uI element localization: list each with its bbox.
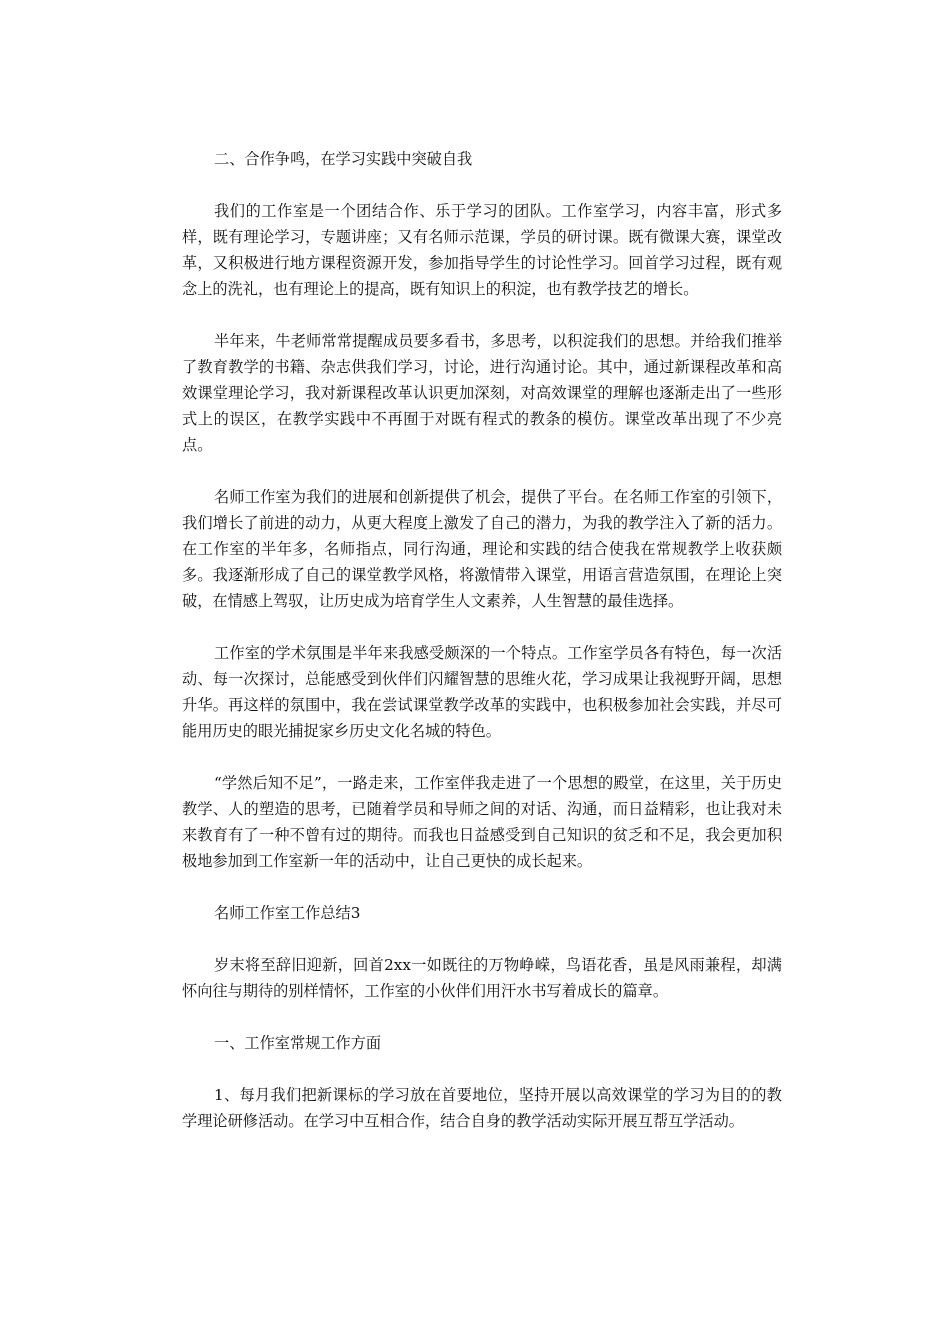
- document-title: 名师工作室工作总结3: [214, 904, 361, 922]
- paragraph: 岁末将至辞旧迎新，回首2xx一如既往的万物峥嵘，鸟语花香，虽是风雨兼程，却满怀向往与期待的别样情怀，工作室的小伙伴们用汗水书写着成长的篇章。: [182, 956, 782, 1000]
- paragraph-gap: [182, 744, 782, 770]
- paragraph-gap: [182, 302, 782, 328]
- paragraph: 1、每月我们把新课标的学习放在首要地位，坚持开展以高效课堂的学习为目的的教学理论研修活动。在学习中互相合作，结合自身的教学活动实际开展互帮互学活动。: [182, 1086, 782, 1130]
- paragraph: 工作室的学术氛围是半年来我感受颇深的一个特点。工作室学员各有特色，每一次活动、每一次探讨，总能感受到伙伴们闪耀智慧的思维火花，学习成果让我视野开阔，思想升华。再这样的氛围中，我在尝试课堂教学改革的实践中，也积极参加社会实践，并尽可能用历史的眼光捕捉家乡历史文化名城的特色。: [182, 644, 782, 740]
- paragraph-gap: [182, 926, 782, 952]
- paragraph: 半年来，牛老师常常提醒成员要多看书，多思考，以积淀我们的思想。并给我们推举了教育教学的书籍、杂志供我们学习，讨论，进行沟通讨论。其中，通过新课程改革和高效课堂理论学习，我对新课程改革认识更加深刻，对高效课堂的理解也逐渐走出了一些形式上的误区，在教学实践中不再囿于对既有程式的教条的模仿。课堂改革出现了不少亮点。: [182, 332, 782, 454]
- paragraph: “学然后知不足”，一路走来，工作室伴我走进了一个思想的殿堂，在这里，关于历史教学、人的塑造的思考，已随着学员和导师之间的对话、沟通，而日益精彩，也让我对未来教育有了一种不曾有过的期待。而我也日益感受到自己知识的贫乏和不足，我会更加积极地参加到工作室新一年的活动中，让自己更快的成长起来。: [182, 774, 782, 870]
- paragraph-gap: [182, 874, 782, 900]
- paragraph-gap: [182, 1004, 782, 1030]
- paragraph-gap: [182, 458, 782, 484]
- section-heading: 二、合作争鸣，在学习实践中突破自我: [214, 150, 473, 168]
- document-page: [182, 146, 782, 1134]
- paragraph-gap: [182, 172, 782, 198]
- paragraph: 名师工作室为我们的进展和创新提供了机会，提供了平台。在名师工作室的引领下，我们增长了前进的动力，从更大程度上激发了自己的潜力，为我的教学注入了新的活力。在工作室的半年多，名师指点，同行沟通，理论和实践的结合使我在常规教学上收获颇多。我逐渐形成了自己的课堂教学风格，将激情带入课堂，用语言营造氛围，在理论上突破，在情感上驾驭，让历史成为培育学生人文素养，人生智慧的最佳选择。: [182, 488, 782, 610]
- paragraph-gap: [182, 1056, 782, 1082]
- section-heading: 一、工作室常规工作方面: [214, 1034, 382, 1052]
- paragraph-gap: [182, 614, 782, 640]
- paragraph: 我们的工作室是一个团结合作、乐于学习的团队。工作室学习，内容丰富，形式多样，既有理论学习，专题讲座；又有名师示范课，学员的研讨课。既有微课大赛，课堂改革，又积极进行地方课程资源开发，参加指导学生的讨论性学习。回首学习过程，既有观念上的洗礼，也有理论上的提高，既有知识上的积淀，也有教学技艺的增长。: [182, 202, 782, 298]
